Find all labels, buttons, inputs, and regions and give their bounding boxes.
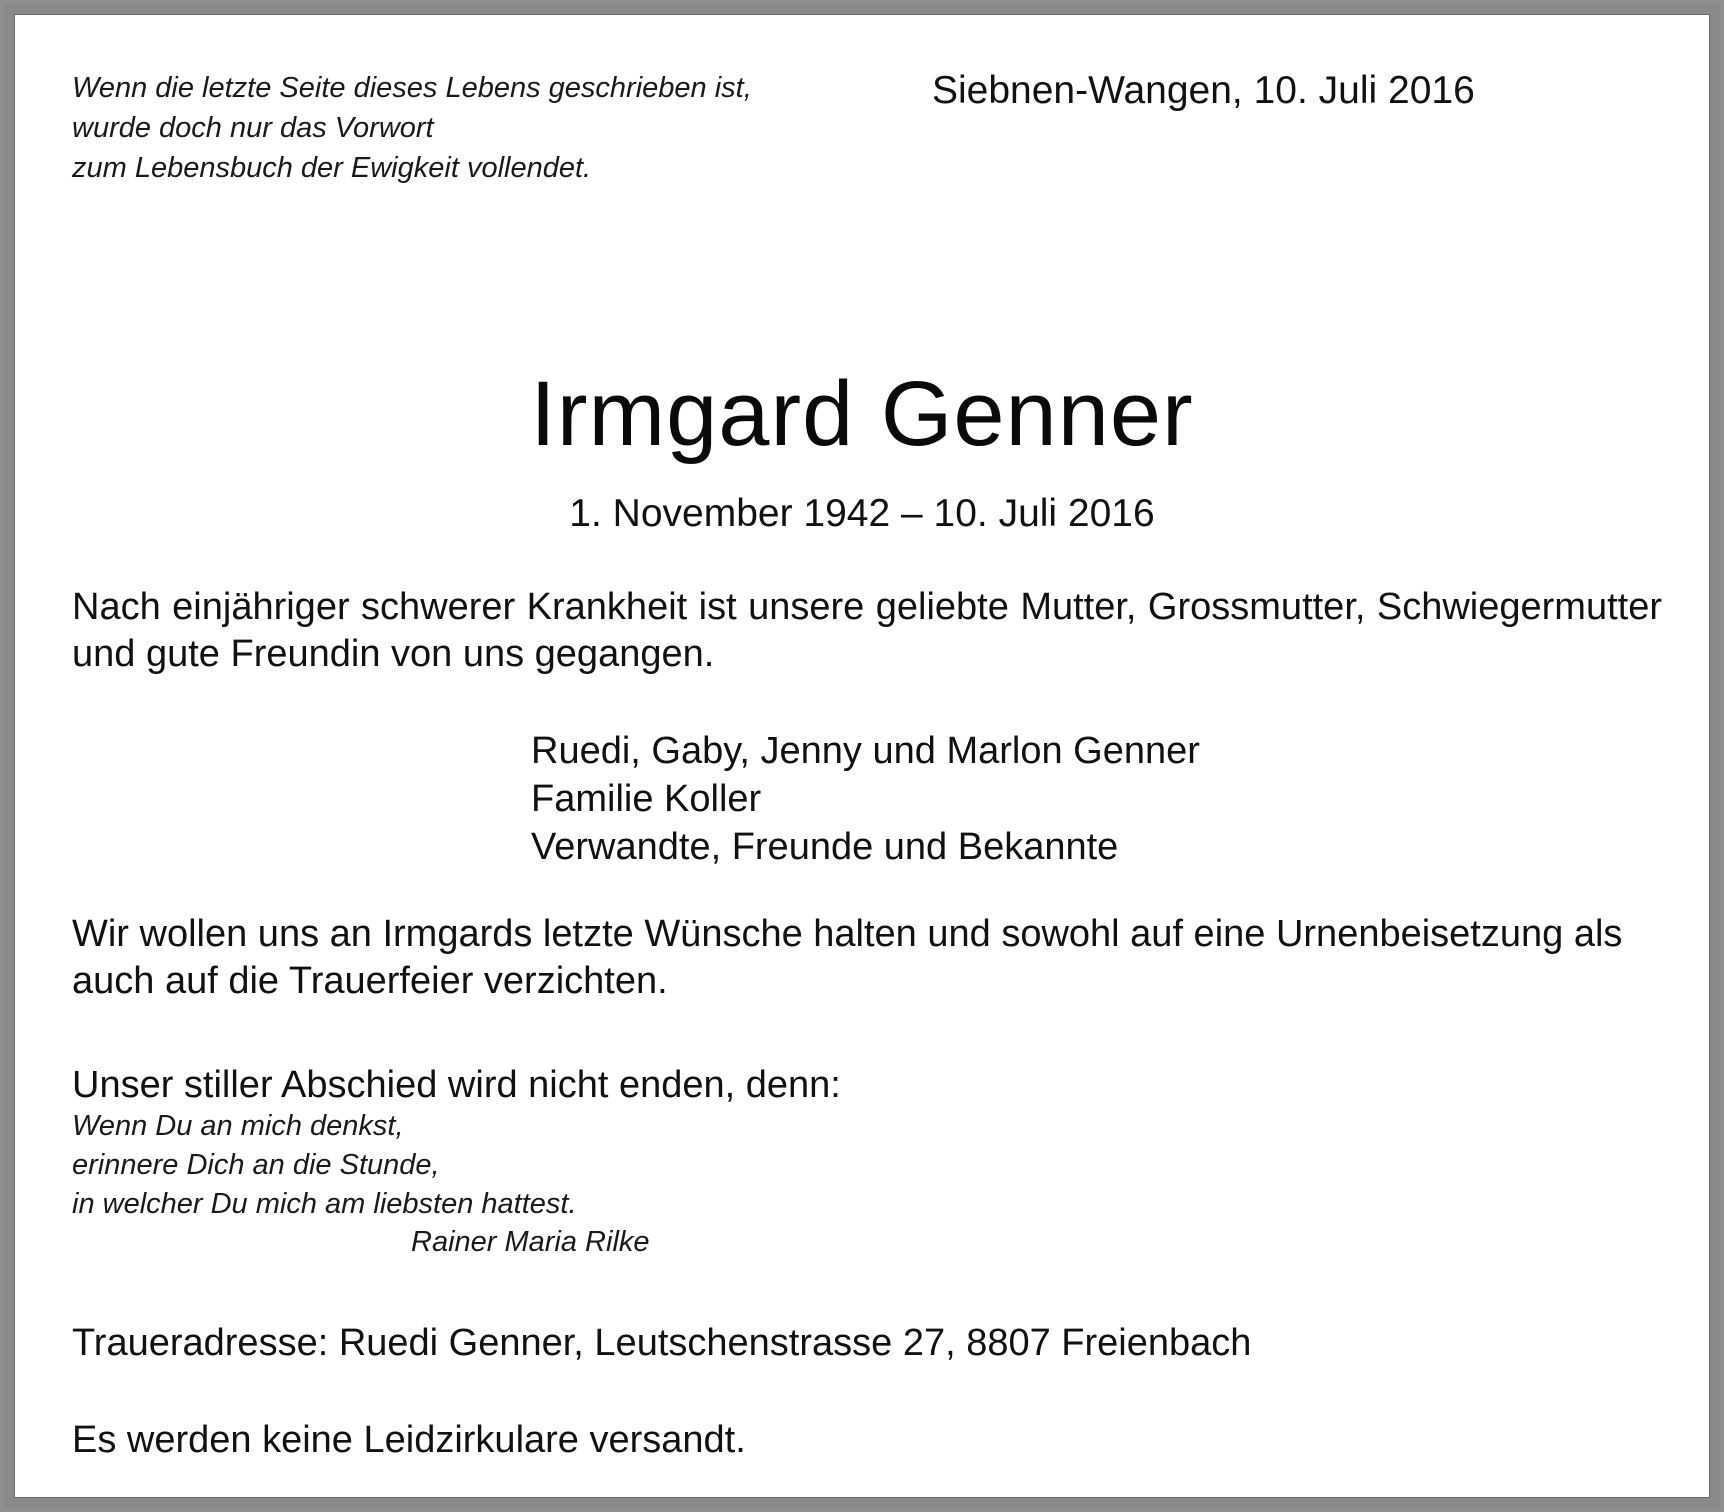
poem-quote	[72, 1107, 577, 1224]
deceased-lifespan: 1. November 1942 – 10. Juli 2016	[569, 492, 1155, 535]
place-date: Siebnen-Wangen, 10. Juli 2016	[932, 69, 1475, 112]
poem-author: Rainer Maria Rilke	[411, 1226, 650, 1258]
deceased-name: Irmgard Genner	[530, 363, 1194, 465]
wishes-text: Wir wollen uns an Irmgards letzte Wünsche halten und sowohl auf eine Urnenbeisetzung als auch auf die Trauerfeier verzichten.	[72, 913, 1623, 1002]
motto-line: Wenn die letzte Seite dieses Lebens geschrieben ist,	[72, 72, 752, 104]
mourner-line: Verwandte, Freunde und Bekannte	[531, 826, 1119, 868]
poem-line: in welcher Du mich am liebsten hattest.	[72, 1188, 577, 1220]
announcement-text: Nach einjähriger schwerer Krankheit ist unsere geliebte Mutter, Grossmutter, Schwiegermutter und gute Freundin von uns gegangen.	[72, 586, 1662, 675]
motto-line: wurde doch nur das Vorwort	[72, 112, 434, 144]
poem-line: Wenn Du an mich denkst,	[72, 1110, 404, 1142]
mourner-line: Ruedi, Gaby, Jenny und Marlon Genner	[531, 730, 1200, 772]
mourners-list	[531, 727, 1200, 871]
mourner-line: Familie Koller	[531, 778, 762, 820]
obituary-page	[14, 14, 1710, 1498]
motto-quote	[72, 68, 832, 188]
motto-line: zum Lebensbuch der Ewigkeit vollendet.	[72, 152, 592, 184]
poem-line: erinnere Dich an die Stunde,	[72, 1149, 440, 1181]
farewell-text: Unser stiller Abschied wird nicht enden, denn:	[72, 1064, 841, 1106]
closing-note: Es werden keine Leidzirkulare versandt.	[72, 1419, 746, 1461]
mourning-address: Traueradresse: Ruedi Genner, Leutschenstrasse 27, 8807 Freienbach	[72, 1322, 1252, 1364]
document-frame	[4, 4, 1720, 1508]
